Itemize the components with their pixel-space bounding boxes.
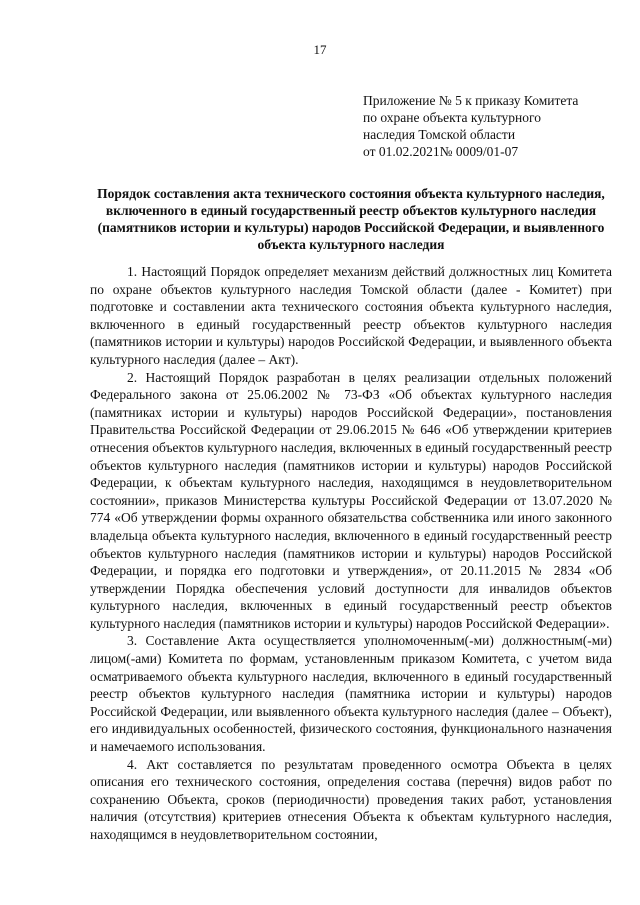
- appendix-line: по охране объекта культурного: [363, 110, 541, 125]
- appendix-line: Приложение № 5 к приказу Комитета: [363, 93, 579, 108]
- appendix-line: от 01.02.2021№ 0009/01-07: [363, 144, 519, 159]
- appendix-line: наследия Томской области: [363, 127, 516, 142]
- page-number: 17: [313, 42, 327, 57]
- document-body: [90, 263, 612, 844]
- paragraph-3: 3. Составление Акта осуществляется уполномоченным(-ми) должностным(-ми) лицом(-ами) Комитета по формам, установленным приказом Комитета, с учетом вида осматриваемого объекта культурного наследия, включенного в единый государственный реестр объектов культурного наследия (памятника истории и культуры) народов Российской Федерации, или выявленного объекта культурного наследия (далее – Объект), его индивидуальных особенностей, физического состояния, функционального назначения и намечаемого использования.: [90, 633, 612, 755]
- paragraph-1: 1. Настоящий Порядок определяет механизм действий должностных лиц Комитета по охране объектов культурного наследия Томской области (далее - Комитет) при подготовке и составлении акта технического состояния объекта культурного наследия, включенного в единый государственный реестр объектов культурного наследия (памятников истории и культуры) народов Российской Федерации, и выявленного объекта культурного наследия (далее – Акт).: [90, 264, 612, 367]
- paragraph-2: 2. Настоящий Порядок разработан в целях реализации отдельных положений Федерального закона от 25.06.2002 № 73-ФЗ «Об объектах культурного наследия (памятниках истории и культуры) народов Российской Федерации», постановления Правительства Российской Федерации от 29.06.2015 № 646 «Об утверждении критериев отнесения объектов культурного наследия, включенных в единый государственный реестр объектов культурного наследия (памятников истории и культуры) народов Российской Федерации, к объектам культурного наследия, находящимся в неудовлетворительном состоянии», приказов Министерства культуры Российской Федерации от 13.07.2020 № 774 «Об утверждении формы охранного обязательства собственника или иного законного владельца объекта культурного наследия, включенного в единый государственный реестр объектов культурного наследия (памятников истории и культуры) народов Российской Федерации, и порядка его подготовки и утверждения», от 20.11.2015 № 2834 «Об утверждении Порядка обеспечения условий доступности для инвалидов объектов культурного наследия, включенных в единый государственный реестр объектов культурного наследия (памятников истории и культуры) народов Российской Федерации».: [90, 369, 612, 631]
- appendix-note: [363, 92, 613, 160]
- paragraph-4: 4. Акт составляется по результатам проведенного осмотра Объекта в целях описания его технического состояния, определения состава (перечня) видов работ по сохранению Объекта, сроков (периодичности) проведения таких работ, установления наличия (отсутствия) критериев отнесения Объекта к объектам культурного наследия, находящимся в неудовлетворительном состоянии,: [90, 756, 612, 842]
- document-title: Порядок составления акта технического состояния объекта культурного наследия, включенного в единый государственный реестр объектов культурного наследия (памятников истории и культуры) народов Российской Федерации, и выявленного объекта культурного наследия: [97, 186, 605, 252]
